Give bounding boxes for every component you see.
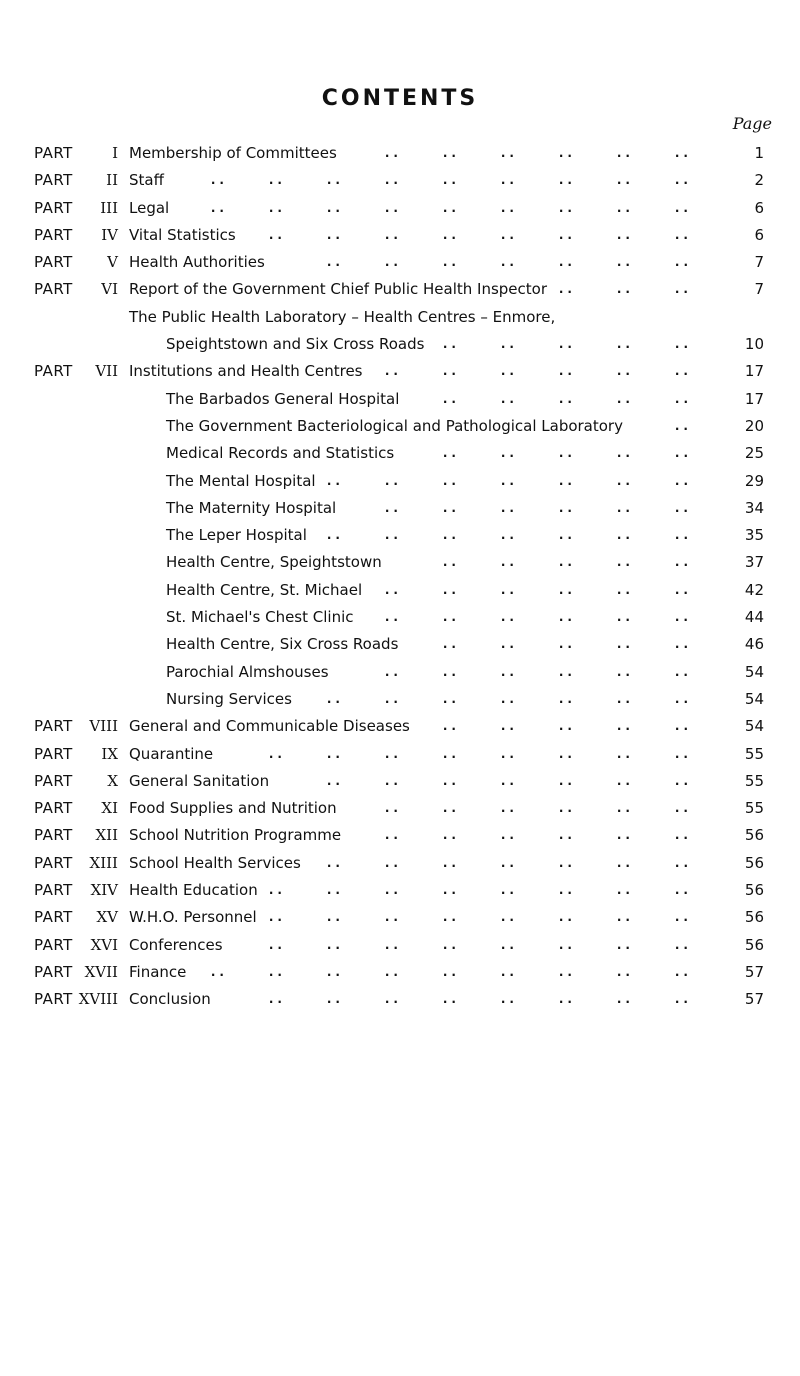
entry-title: General Sanitation (129, 771, 270, 790)
toc-entry (0, 850, 800, 877)
page-number: 56 (744, 853, 764, 872)
page-number: 56 (744, 908, 764, 927)
dot-leader: .. (674, 418, 692, 433)
page-number: 7 (754, 253, 764, 272)
entry-title: Food Supplies and Nutrition (129, 799, 337, 818)
toc-entry (0, 304, 800, 331)
dot-leader: .. .. .. .. .. .. .. (326, 255, 692, 270)
dot-leader: .. .. .. .. .. .. .. .. (268, 227, 692, 242)
entry-title: The Barbados General Hospital (166, 389, 400, 408)
entry-title: Conclusion (129, 990, 211, 1009)
toc-entry (0, 468, 800, 495)
page-number: 10 (744, 335, 764, 354)
page-number: 57 (744, 990, 764, 1009)
toc-entry (0, 386, 800, 413)
part-number: XII (95, 826, 118, 845)
entry-title: Finance (129, 962, 187, 981)
page-number: 54 (744, 689, 764, 708)
entry-title: Quarantine (129, 744, 214, 763)
part-label: PART (34, 717, 73, 736)
dot-leader: .. .. .. .. .. .. .. (326, 473, 692, 488)
page-number: 20 (744, 416, 764, 435)
dot-leader: .. .. .. .. .. .. .. .. (268, 992, 692, 1007)
toc-entry (0, 276, 800, 303)
toc-entry (0, 932, 800, 959)
entry-title: Institutions and Health Centres (129, 362, 363, 381)
page-number: 6 (754, 198, 764, 217)
entry-title: Speightstown and Six Cross Roads (166, 335, 425, 354)
dot-leader: .. .. .. .. .. .. .. (326, 773, 692, 788)
dot-leader: .. .. .. .. .. .. (384, 364, 692, 379)
part-label: PART (34, 908, 73, 927)
part-number: XIII (89, 853, 118, 872)
table-of-contents (0, 140, 800, 1014)
entry-title: Membership of Committees (129, 144, 337, 162)
toc-entry (0, 986, 800, 1013)
entry-title: The Public Health Laboratory – Health Centres – Enmore, (129, 307, 556, 326)
entry-title: The Mental Hospital (166, 471, 316, 490)
toc-entry (0, 522, 800, 549)
part-number: IV (101, 225, 118, 244)
dot-leader: .. .. .. .. .. .. (384, 828, 692, 843)
page-number: 34 (744, 498, 764, 517)
toc-entry (0, 140, 800, 167)
page-number: 17 (744, 362, 764, 381)
part-label: PART (34, 198, 73, 217)
entry-title: Nursing Services (166, 689, 292, 708)
page-number: 44 (744, 608, 764, 627)
page-number: 1 (754, 144, 764, 162)
page-number: 54 (744, 717, 764, 736)
dot-leader: .. .. .. .. .. (442, 719, 692, 734)
dot-leader: .. .. .. .. .. .. .. .. .. (210, 173, 692, 188)
part-label: PART (34, 771, 73, 790)
page-number: 6 (754, 225, 764, 244)
page-number: 55 (744, 799, 764, 818)
toc-entry (0, 331, 800, 358)
part-number: VIII (89, 717, 118, 736)
part-number: VII (95, 362, 118, 381)
toc-entry (0, 822, 800, 849)
part-number: III (100, 198, 118, 217)
toc-entry (0, 877, 800, 904)
page-number: 42 (744, 580, 764, 599)
dot-leader: .. .. .. .. .. .. .. .. (268, 746, 692, 761)
dot-leader: .. .. .. .. .. .. .. .. (268, 937, 692, 952)
page-number: 25 (744, 444, 764, 463)
part-number: I (112, 144, 118, 162)
part-number: XVII (84, 962, 118, 981)
dot-leader: .. .. .. .. .. .. .. (326, 691, 692, 706)
page-number: 55 (744, 771, 764, 790)
entry-title: Health Centre, Six Cross Roads (166, 635, 399, 654)
entry-title: Staff (129, 171, 164, 190)
page-number: 56 (744, 935, 764, 954)
page-number: 2 (754, 171, 764, 190)
page-number: 37 (744, 553, 764, 572)
toc-entry (0, 686, 800, 713)
dot-leader: .. .. .. .. .. (442, 446, 692, 461)
dot-leader: .. .. .. .. .. .. .. .. (268, 883, 692, 898)
dot-leader: .. .. .. .. .. .. (384, 500, 692, 515)
toc-entry (0, 904, 800, 931)
page-number: 35 (744, 526, 764, 545)
toc-entry (0, 577, 800, 604)
part-label: PART (34, 826, 73, 845)
part-label: PART (34, 962, 73, 981)
part-label: PART (34, 881, 73, 900)
part-label: PART (34, 144, 73, 162)
part-label: PART (34, 799, 73, 818)
entry-title: School Nutrition Programme (129, 826, 342, 845)
entry-title: The Leper Hospital (166, 526, 307, 545)
toc-entry (0, 413, 800, 440)
page-number: 7 (754, 280, 764, 299)
part-number: XV (96, 908, 118, 927)
part-number: VI (101, 280, 118, 299)
page-number: 46 (744, 635, 764, 654)
part-number: II (106, 171, 118, 190)
page-number: 56 (744, 826, 764, 845)
entry-title: Report of the Government Chief Public Health Inspector (129, 280, 547, 299)
part-number: XVIII (78, 990, 118, 1009)
part-number: IX (101, 744, 118, 763)
dot-leader: .. .. .. .. .. .. (384, 664, 692, 679)
page-number: 55 (744, 744, 764, 763)
dot-leader: .. .. .. .. .. .. .. (326, 855, 692, 870)
dot-leader: .. .. .. .. .. .. (384, 610, 692, 625)
dot-leader: .. .. .. (558, 282, 692, 297)
dot-leader: .. .. .. .. .. .. .. .. .. (210, 200, 692, 215)
toc-entry (0, 195, 800, 222)
toc-entry (0, 659, 800, 686)
part-label: PART (34, 253, 73, 272)
entry-title: Parochial Almshouses (166, 662, 329, 681)
part-label: PART (34, 171, 73, 190)
entry-title: Health Authorities (129, 253, 265, 272)
dot-leader: .. .. .. .. .. (442, 391, 692, 406)
toc-entry (0, 741, 800, 768)
toc-entry (0, 495, 800, 522)
page-title: CONTENTS (321, 86, 479, 111)
entry-title: Vital Statistics (129, 225, 236, 244)
part-label: PART (34, 853, 73, 872)
entry-title: Conferences (129, 935, 223, 954)
part-label: PART (34, 280, 73, 299)
toc-entry (0, 604, 800, 631)
toc-entry (0, 713, 800, 740)
part-number: V (107, 253, 118, 272)
entry-title: The Maternity Hospital (166, 498, 337, 517)
page-number: 17 (744, 389, 764, 408)
entry-title: Health Centre, St. Michael (166, 580, 363, 599)
toc-entry (0, 959, 800, 986)
part-number: X (107, 771, 118, 790)
toc-entry (0, 358, 800, 385)
entry-title: Medical Records and Statistics (166, 444, 395, 463)
dot-leader: .. .. .. .. .. .. (384, 582, 692, 597)
page-number: 57 (744, 962, 764, 981)
entry-title: General and Communicable Diseases (129, 717, 410, 736)
part-number: XVI (90, 935, 118, 954)
entry-title: The Government Bacteriological and Pathological Laboratory (166, 416, 623, 435)
dot-leader: .. .. .. .. .. .. .. .. .. (210, 964, 692, 979)
entry-title: Legal (129, 198, 170, 217)
entry-title: St. Michael's Chest Clinic (166, 608, 354, 627)
entry-title: School Health Services (129, 853, 301, 872)
dot-leader: .. .. .. .. .. (442, 337, 692, 352)
dot-leader: .. .. .. .. .. .. (384, 146, 692, 160)
dot-leader: .. .. .. .. .. .. .. (326, 528, 692, 543)
dot-leader: .. .. .. .. .. .. .. .. (268, 910, 692, 925)
part-label: PART (34, 225, 73, 244)
toc-entry (0, 549, 800, 576)
part-number: XIV (90, 881, 118, 900)
page-number: 54 (744, 662, 764, 681)
part-label: PART (34, 935, 73, 954)
toc-entry (0, 222, 800, 249)
dot-leader: .. .. .. .. .. .. (384, 801, 692, 816)
entry-title: W.H.O. Personnel (129, 908, 257, 927)
toc-entry (0, 440, 800, 467)
page-number: 29 (744, 471, 764, 490)
toc-entry (0, 167, 800, 194)
entry-title: Health Centre, Speightstown (166, 553, 382, 572)
toc-entry (0, 631, 800, 658)
toc-entry (0, 249, 800, 276)
dot-leader: .. .. .. .. .. (442, 637, 692, 652)
toc-entry (0, 768, 800, 795)
page-column-header: Page (732, 114, 772, 133)
part-label: PART (34, 362, 73, 381)
part-label: PART (34, 990, 73, 1009)
toc-entry (0, 795, 800, 822)
dot-leader: .. .. .. .. .. (442, 555, 692, 570)
entry-title: Health Education (129, 881, 258, 900)
page-number: 56 (744, 881, 764, 900)
part-number: XI (101, 799, 118, 818)
part-label: PART (34, 744, 73, 763)
